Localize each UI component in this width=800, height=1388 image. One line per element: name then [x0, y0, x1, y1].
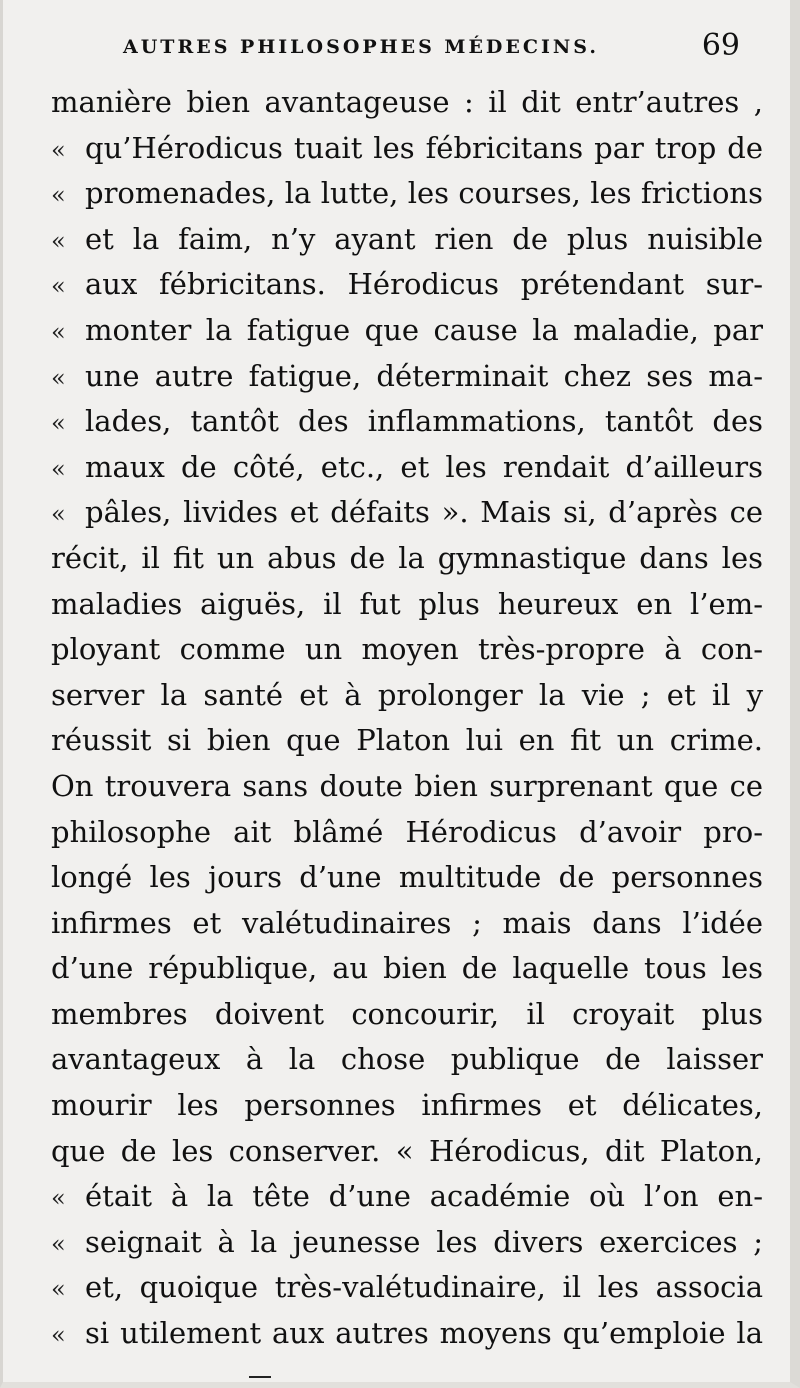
line-text: et la faim, n’y ayant rien de plus nuisible: [85, 221, 763, 256]
text-line: [51, 399, 763, 445]
text-line: [51, 536, 763, 582]
line-text: d’une république, au bien de laquelle tous les: [51, 951, 763, 986]
quote-mark: «: [51, 500, 66, 529]
quote-mark: «: [51, 226, 66, 255]
quote-mark: «: [51, 317, 66, 346]
text-line: [51, 262, 763, 308]
quote-mark: «: [51, 363, 66, 392]
quote-mark: «: [51, 181, 66, 210]
text-line: [51, 126, 763, 172]
quote-mark: «: [51, 272, 66, 301]
text-line: [51, 627, 763, 673]
line-text: membres doivent concourir, il croyait plus: [51, 996, 763, 1031]
line-text: longé les jours d’une multitude de personnes: [51, 860, 763, 895]
quote-mark: «: [51, 135, 66, 164]
page-number: 69: [701, 28, 740, 63]
text-line: [51, 1129, 763, 1175]
line-text: philosophe ait blâmé Hérodicus d’avoir pro-: [51, 814, 763, 849]
text-line: [51, 582, 763, 628]
body-text: [51, 80, 763, 1357]
text-line: [51, 1311, 763, 1357]
quote-mark: «: [51, 409, 66, 438]
bottom-mark: [249, 1376, 271, 1378]
line-text: que de les conserver. « Hérodicus, dit Platon,: [51, 1133, 763, 1168]
line-text: infirmes et valétudinaires ; mais dans l’idée: [51, 905, 763, 940]
text-line: [51, 171, 763, 217]
line-text: était à la tête d’une académie où l’on en-: [85, 1179, 763, 1214]
line-text: récit, il fit un abus de la gymnastique dans les: [51, 540, 763, 575]
quote-mark: «: [51, 1275, 66, 1304]
quote-mark: «: [51, 454, 66, 483]
line-text: et, quoique très-valétudinaire, il les associa: [85, 1270, 763, 1305]
text-line: [51, 992, 763, 1038]
text-line: [51, 354, 763, 400]
text-line: [51, 80, 763, 126]
line-text: seignait à la jeunesse les divers exercices ;: [85, 1224, 763, 1259]
running-head: AUTRES PHILOSOPHES MÉDECINS.: [123, 36, 599, 58]
text-line: [51, 490, 763, 536]
line-text: pâles, livides et défaits ». Mais si, d’après ce: [85, 495, 763, 530]
line-text: aux fébricitans. Hérodicus prétendant sur-: [85, 267, 763, 302]
quote-mark: «: [51, 1184, 66, 1213]
text-line: [51, 1220, 763, 1266]
quote-mark: «: [51, 1321, 66, 1350]
text-line: [51, 855, 763, 901]
text-line: [51, 308, 763, 354]
text-line: [51, 673, 763, 719]
line-text: si utilement aux autres moyens qu’emploie la: [85, 1316, 763, 1351]
line-text: mourir les personnes infirmes et délicates,: [51, 1088, 763, 1123]
text-line: [51, 764, 763, 810]
line-text: qu’Hérodicus tuait les fébricitans par trop de: [85, 130, 763, 165]
line-text: monter la fatigue que cause la maladie, par: [85, 312, 763, 347]
page-header: [53, 28, 750, 68]
text-line: [51, 1265, 763, 1311]
text-line: [51, 445, 763, 491]
line-text: une autre fatigue, déterminait chez ses ma-: [85, 358, 763, 393]
text-line: [51, 1037, 763, 1083]
text-line: [51, 901, 763, 947]
text-line: [51, 718, 763, 764]
line-text: avantageux à la chose publique de laisser: [51, 1042, 763, 1077]
line-text: maux de côté, etc., et les rendait d’ailleurs: [85, 449, 763, 484]
text-line: [51, 1083, 763, 1129]
text-line: [51, 217, 763, 263]
line-text: maladies aiguës, il fut plus heureux en l’em-: [51, 586, 763, 621]
line-text: server la santé et à prolonger la vie ; et il y: [51, 677, 763, 712]
text-line: [51, 1174, 763, 1220]
text-line: [51, 810, 763, 856]
line-text: promenades, la lutte, les courses, les frictions: [85, 176, 763, 211]
line-text: ployant comme un moyen très-propre à con-: [51, 632, 763, 667]
line-text: lades, tantôt des inflammations, tantôt des: [85, 404, 763, 439]
line-text: manière bien avantageuse : il dit entr’autres ,: [51, 85, 763, 119]
line-text: réussit si bien que Platon lui en fit un crime.: [51, 723, 763, 758]
quote-mark: «: [51, 1229, 66, 1258]
line-text: On trouvera sans doute bien surprenant que ce: [51, 768, 763, 803]
text-line: [51, 946, 763, 992]
